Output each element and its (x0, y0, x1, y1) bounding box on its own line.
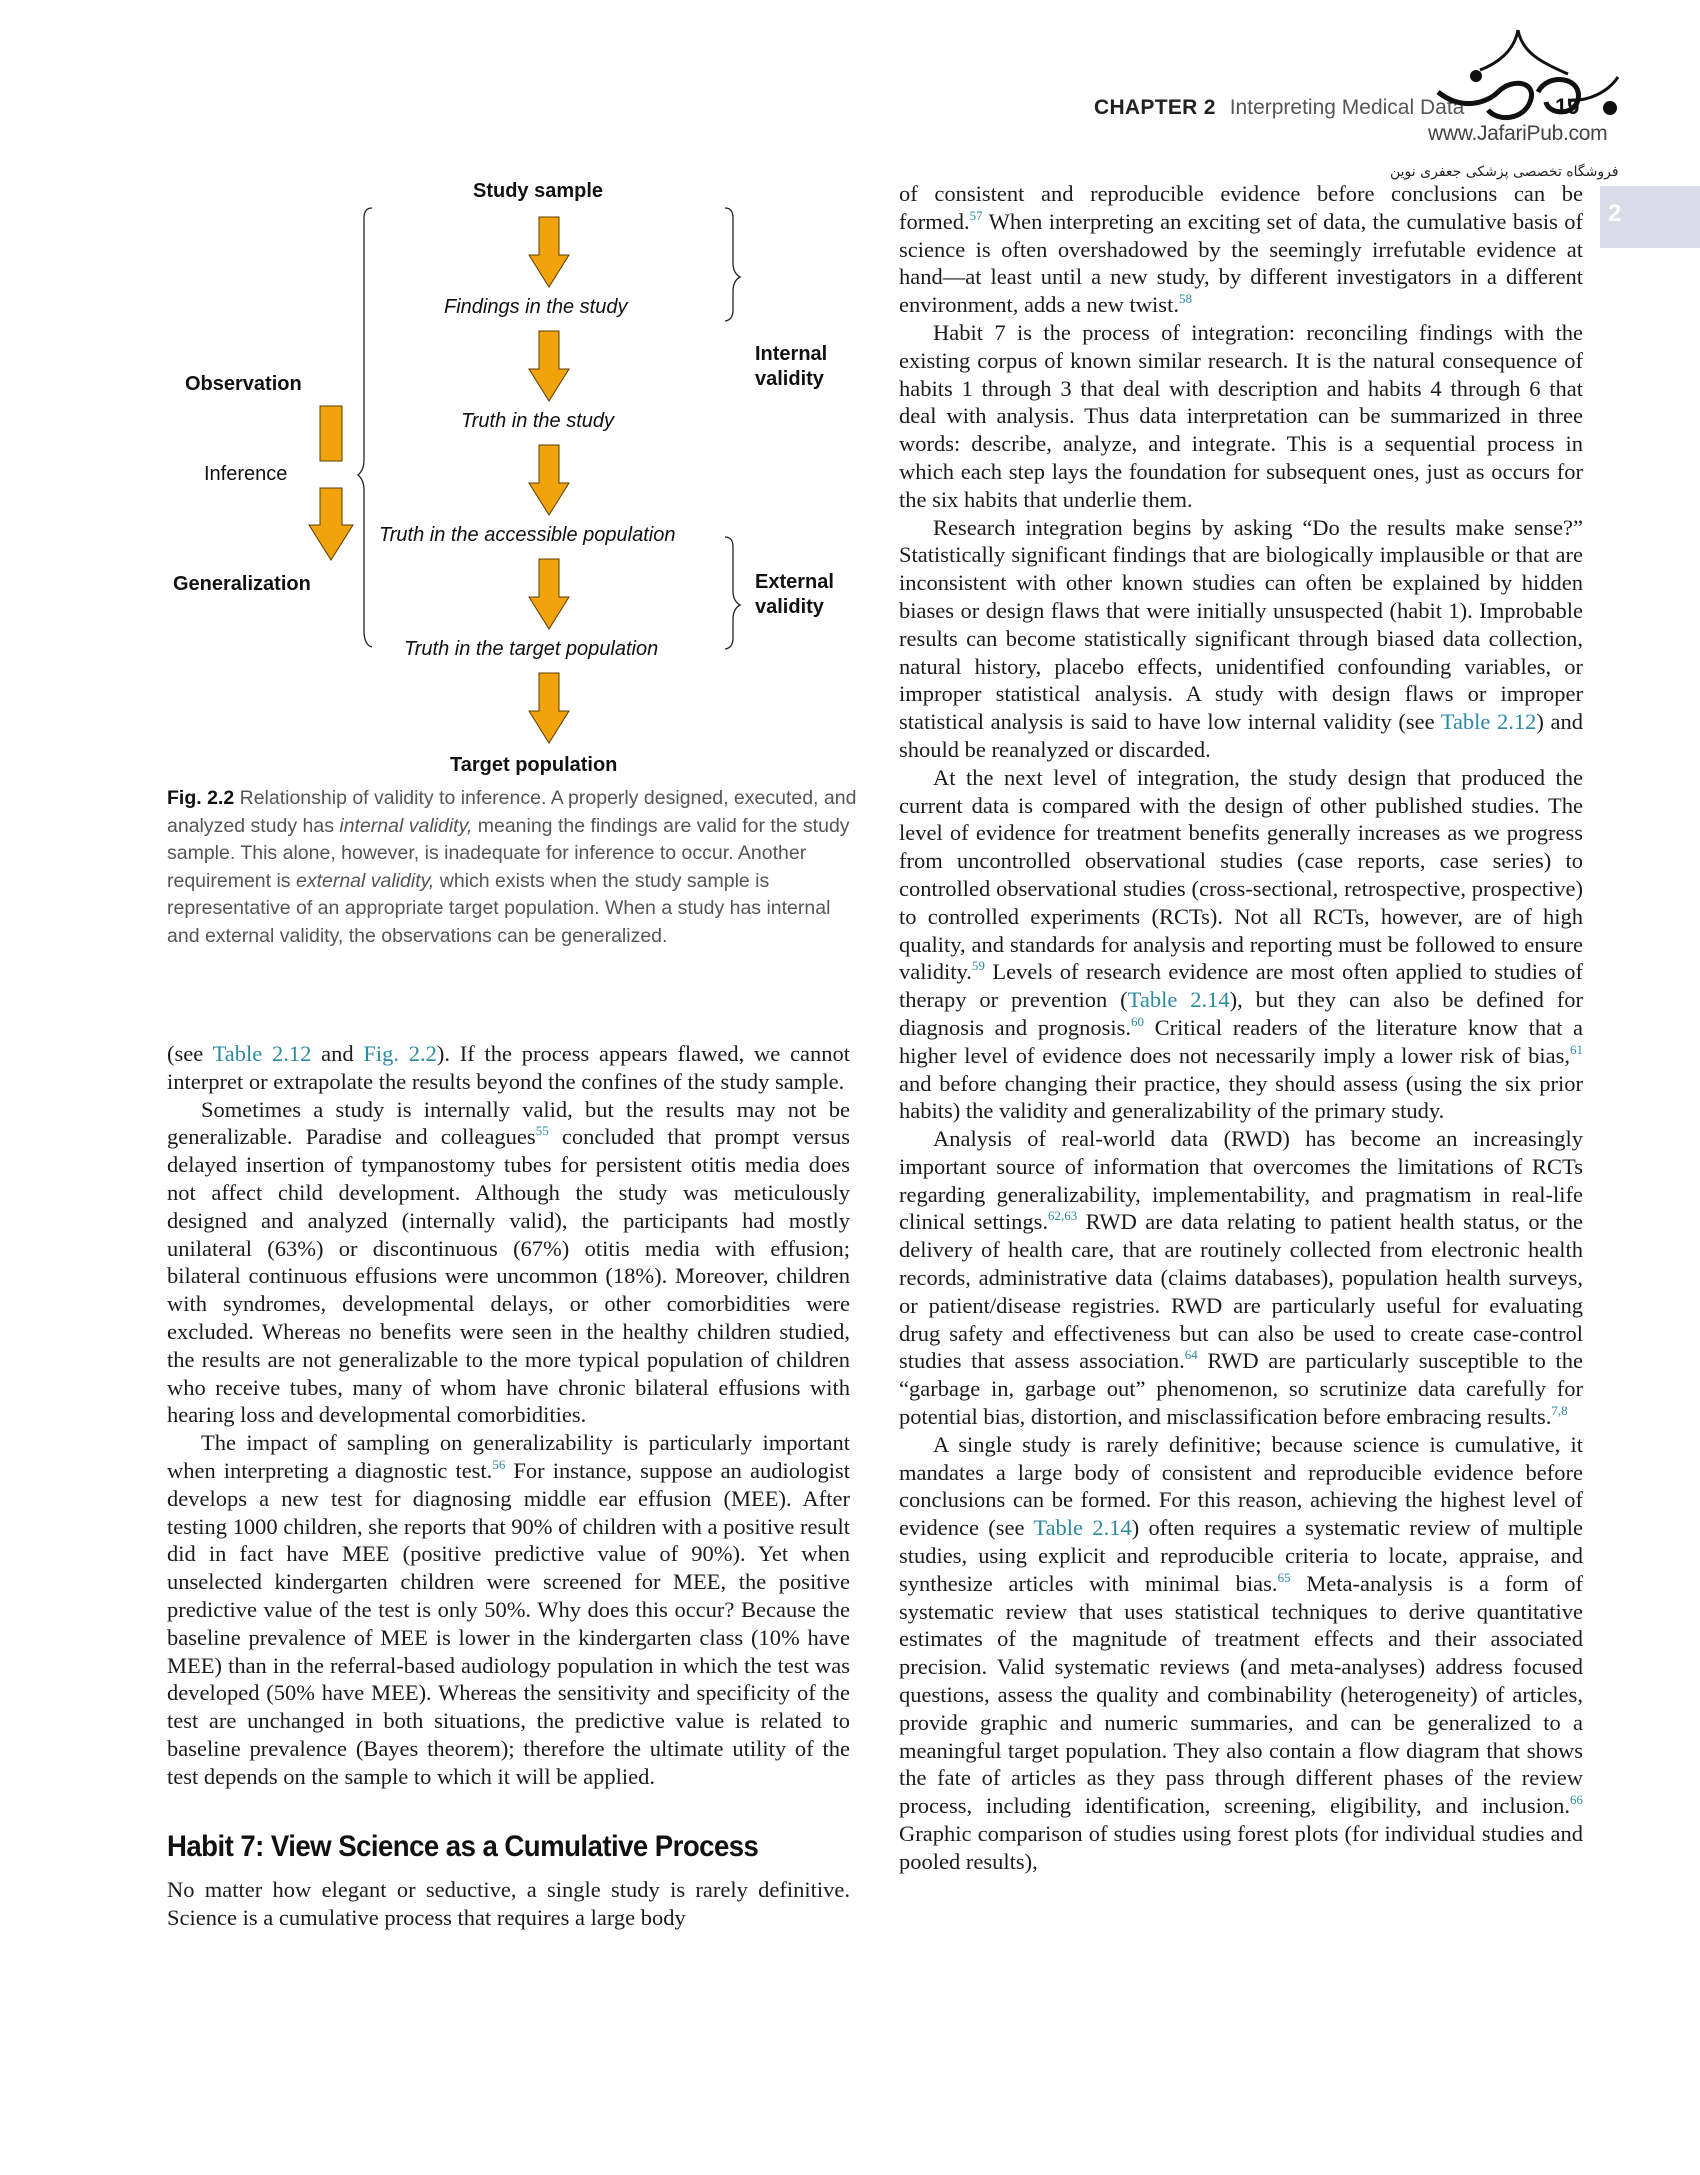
reference-60[interactable]: 60 (1130, 1013, 1144, 1029)
label-external-validity: External validity (755, 571, 834, 618)
reference-62-63[interactable]: 62,63 (1048, 1208, 1078, 1224)
paragraph: The impact of sampling on generalizability is particularly important when interpreting a diagnostic test.$^{56}$ For instance, suppose an audiologist develops a new test for diagnosing middle ear effusion (MEE). After testing 1000 children, she reports that 90% of children with a positive result did in fact have MEE (positive predictive value of 90%). Yet when unselected kindergarten children were screened for MEE, the positive predictive value of the test is only 50%. Why does this occur? Because the baseline prevalence of MEE is lower in the kindergarten class (10% have MEE) than in the referral-based audiology population in which the test was developed (50% have MEE). Whereas the sensitivity and specificity of the test are unchanged in both situations, the predictive value is related to baseline prevalence (Bayes theorem); therefore the ultimate utility of the test depends on the sample to which it will be applied. (167, 1430, 850, 1789)
label-observation: Observation (185, 373, 302, 395)
chapter-tab-number: 2 (1608, 200, 1622, 227)
reference-56[interactable]: 56 (492, 1456, 506, 1472)
table-2-12-link[interactable]: Table 2.12 (212, 1041, 312, 1066)
reference-57[interactable]: 57 (969, 207, 983, 223)
table-2-12-link[interactable]: Table 2.12 (1440, 709, 1537, 735)
fig-2-2-link[interactable]: Fig. 2.2 (363, 1041, 437, 1066)
external-brace-icon (725, 537, 740, 649)
running-head (1094, 96, 1464, 120)
label-internal-validity: Internal validity (755, 343, 828, 390)
reference-58[interactable]: 58 (1178, 291, 1192, 307)
site-url: www.JafariPub.com (1428, 122, 1608, 145)
arrow-down-icon (529, 673, 569, 743)
paragraph: Analysis of real-world data (RWD) has become an increasingly important source of information that overcomes the limitations of RCTs regarding generalizability, implementability, and pragmatism in real-life clinical settings.$^{62,63}$ RWD are data relating to patient health status, or the delivery of health care, that are routinely collected from electronic health records, administrative data (claims databases), population health surveys, or patient/disease registries. RWD are particularly useful for evaluating drug safety and effectiveness but can also be used to create case-control studies that assess association.$^{64}$ RWD are particularly susceptible to the “garbage in, garbage out” phenomenon, so scrutinize data carefully for potential bias, distortion, and misclassification before embracing results.$^{7,8}$ (899, 1126, 1583, 1430)
table-2-14-link[interactable]: Table 2.14 (1033, 1515, 1132, 1541)
internal-brace-icon (725, 208, 740, 321)
reference-61[interactable]: 61 (1570, 1041, 1583, 1057)
inference-arrow-icon (309, 406, 353, 560)
reference-64[interactable]: 64 (1184, 1347, 1198, 1363)
diagram-arrows (150, 170, 870, 780)
node-truth-study: Truth in the study (461, 410, 615, 432)
node-target-population: Target population (450, 754, 618, 776)
label-inference: Inference (204, 463, 288, 485)
chapter-label: CHAPTER 2 (1094, 96, 1216, 119)
chapter-tab (1600, 186, 1700, 248)
reference-55[interactable]: 55 (535, 1123, 549, 1139)
reference-7-8[interactable]: 7,8 (1551, 1403, 1568, 1419)
reference-66[interactable]: 66 (1570, 1792, 1583, 1808)
paragraph: of consistent and reproducible evidence before conclusions can be formed.$^{57}$ When interpreting an exciting set of data, the cumulative basis of science is often overshadowed by the seemingly irrefutable evidence at hand—at least until a new study, by different investigators in a different environment, adds a new twist.$^{58}$ (899, 181, 1583, 318)
arrow-down-icon (529, 559, 569, 629)
arrow-down-icon (529, 331, 569, 401)
right-column (899, 180, 1583, 1876)
paragraph: (see Table 2.12 and Fig. 2.2). If the process appears flawed, we cannot interpret or extrapolate the results beyond the confines of the study sample. (167, 1041, 850, 1094)
figure-number: Fig. 2.2 (167, 787, 235, 809)
arrow-down-icon (529, 217, 569, 287)
publisher-logo-icon (1418, 22, 1628, 132)
paragraph: A single study is rarely definitive; because science is cumulative, it mandates a large body of consistent and reproducible evidence before conclusions can be formed. For this reason, achieving the highest level of evidence (see Table 2.14) often requires a systematic review of multiple studies, using explicit and reproducible criteria to locate, appraise, and synthesize articles with minimal bias.$^{65}$ Meta-analysis is a form of systematic review that uses statistical techniques to derive quantitative estimates of the magnitude of treatment effects and their associated precision. Valid systematic reviews (and meta-analyses) address focused questions, assess the quality and combinability (heterogeneity) of articles, provide graphic and numeric summaries, and can be generalized to a meaningful target population. They also contain a flow diagram that shows the fate of articles as they pass through different phases of the review process, including identification, screening, eligibility, and inclusion.$^{66}$ Graphic comparison of studies using forest plots (for individual studies and pooled results), (899, 1431, 1584, 1874)
node-findings: Findings in the study (444, 296, 628, 318)
chapter-title: Interpreting Medical Data (1229, 96, 1465, 119)
left-column (167, 1040, 850, 1932)
reference-59[interactable]: 59 (971, 958, 985, 974)
section-heading: Habit 7: View Science as a Cumulative Process (167, 1829, 759, 1863)
reference-65[interactable]: 65 (1277, 1569, 1291, 1585)
node-study-sample: Study sample (473, 180, 604, 202)
arrow-down-icon (529, 445, 569, 515)
node-truth-target: Truth in the target population (404, 638, 659, 660)
label-generalization: Generalization (173, 573, 311, 595)
node-truth-accessible: Truth in the accessible population (379, 524, 676, 546)
paragraph: Sometimes a study is internally valid, but the results may not be generalizable. Paradise and colleagues$^{55}$ concluded that prompt versus delayed insertion of tympanostomy tubes for persistent otitis media does not affect child development. Although the study was meticulously designed and analyzed (internally valid), the participants had mostly unilateral (63%) or discontinuous (67%) otitis media with effusion; bilateral continuous effusions were uncommon (18%). Moreover, children with syndromes, developmental delays, or other comorbidities were excluded. Whereas no benefits were seen in the healthy children studied, the results are not generalizable to the more typical population of children who receive tubes, many of whom have chronic bilateral effusions with hearing loss and developmental comorbidities. (167, 1096, 850, 1428)
left-brace-icon (358, 208, 372, 647)
validity-inference-diagram (150, 170, 870, 780)
paragraph: At the next level of integration, the study design that produced the current data is compared with the design of other published studies. The level of evidence for treatment benefits generally increases as we progress from uncontrolled observational studies (case reports, case series) to controlled observational studies (cross-sectional, retrospective, prospective) to controlled experiments (RCTs). Not all RCTs, however, are of high quality, and standards for analysis and reporting must be followed to ensure validity.$^{59}$ Levels of research evidence are most often applied to studies of therapy or prevention (Table 2.14), but they can also be defined for diagnosis and prognosis.$^{60}$ Critical readers of the literature know that a higher level of evidence does not necessarily imply a lower risk of bias,$^{61}$ and before changing their practice, they should assess (using the six prior habits) the validity and generalizability of the primary study. (899, 764, 1584, 1124)
page-number: 19 (1555, 94, 1580, 119)
paragraph: No matter how elegant or seductive, a single study is rarely definitive. Science is a cumulative process that requires a large body (167, 1877, 850, 1931)
figure-caption: Fig. 2.2 Relationship of validity to inference. A properly designed, executed, and analyzed study has internal validity, meaning the findings are valid for the study sample. This alone, however, is inadequate for inference to occur. Another requirement is external validity, which exists when the study sample is representative of an appropriate target population. When a study has internal and external validity, the observations can be generalized. (167, 787, 857, 947)
paragraph: Research integration begins by asking “Do the results make sense?” Statistically significant findings that are biologically implausible or that are inconsistent with other known studies can often be explained by hidden biases or design flaws that were initially unsuspected (habit 1). Improbable results can become statistically significant through biased data collection, natural history, placebo effects, unidentified confounding variables, or improper statistical analysis. A study with design flaws or improper statistical analysis is said to have low internal validity (see Table 2.12) and should be reanalyzed or discarded. (899, 514, 1583, 762)
paragraph: Habit 7 is the process of integration: reconciling findings with the existing corpus of known similar research. It is the natural consequence of habits 1 through 3 that deal with description and habits 4 through 6 that deal with analysis. Thus data interpretation can be summarized in three words: describe, analyze, and integrate. This is a sequential process in which each step lays the foundation for subsequent ones, just as occurs for the six habits that underlie them. (899, 319, 1583, 512)
shop-watermark: فروشگاه تخصصی پزشکی جعفری نوین (1390, 164, 1619, 180)
table-2-14-link[interactable]: Table 2.14 (1127, 987, 1230, 1013)
